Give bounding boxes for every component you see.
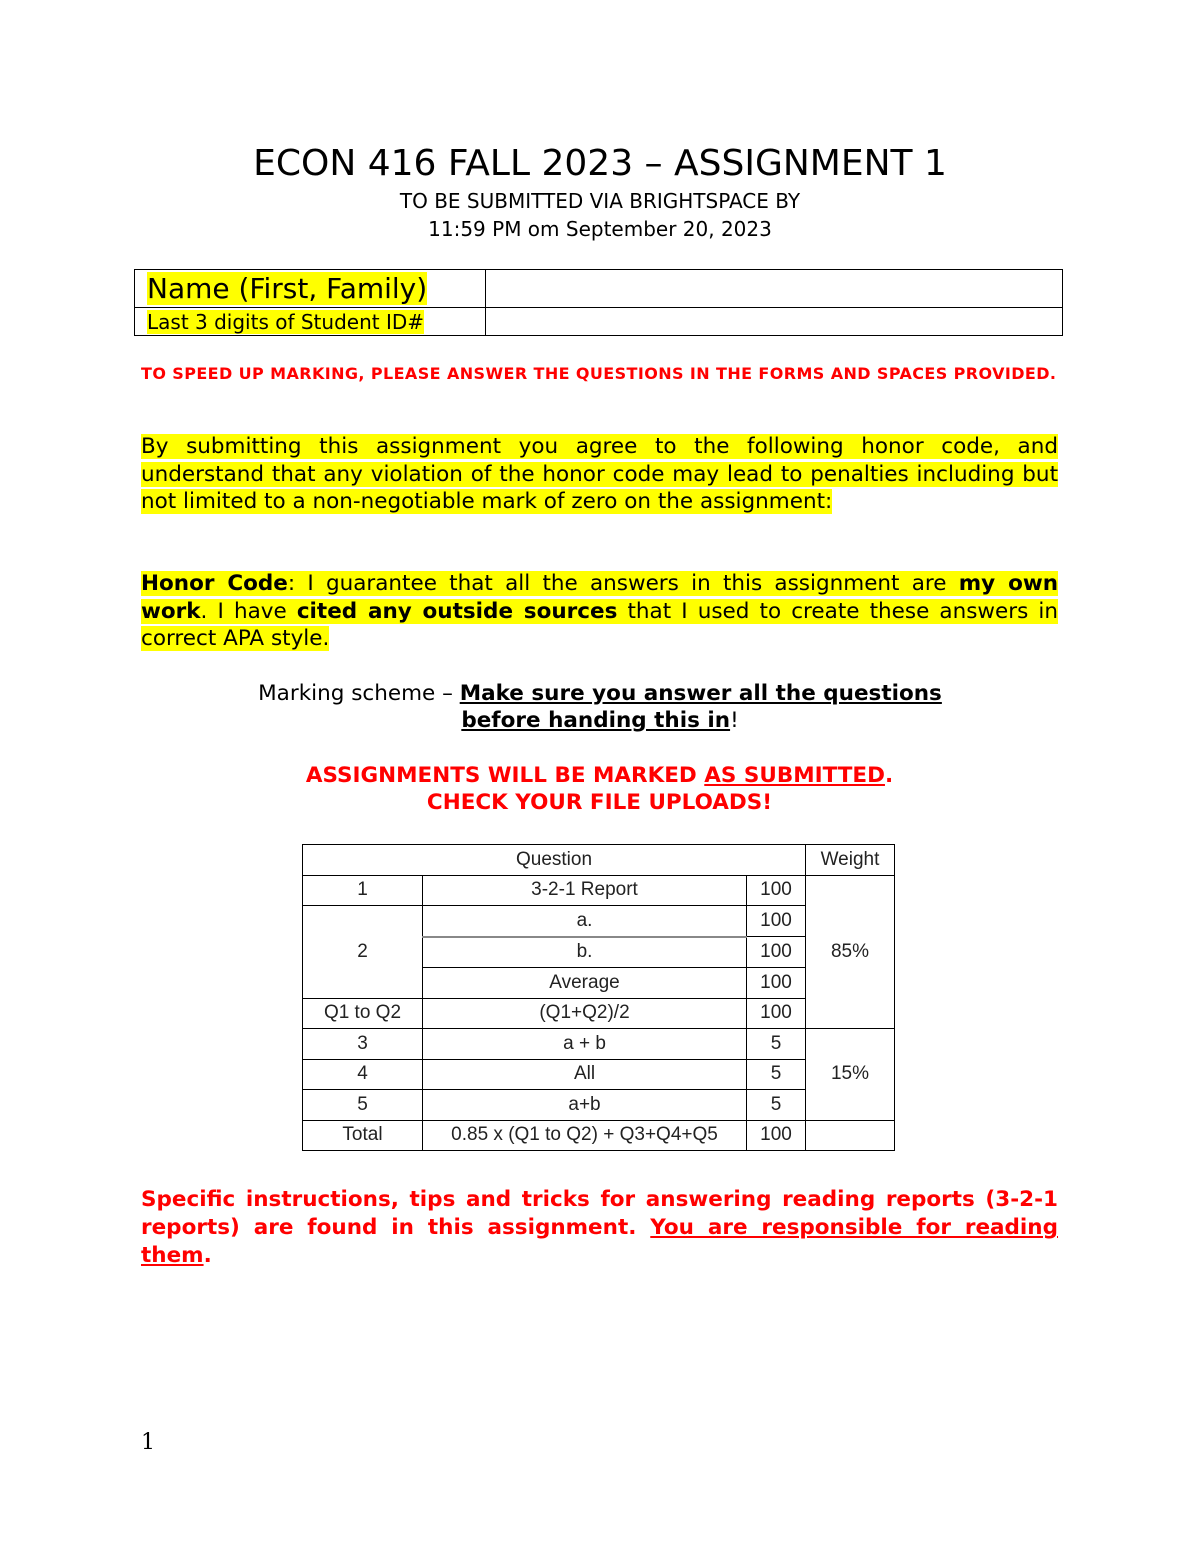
marks-cell: 5 xyxy=(747,1090,806,1121)
weight-cell-empty xyxy=(806,1120,895,1151)
weight-cell: 85% xyxy=(806,875,895,1029)
document-title: ECON 416 FALL 2023 – ASSIGNMENT 1 xyxy=(253,143,947,184)
submission-line: TO BE SUBMITTED VIA BRIGHTSPACE BY xyxy=(399,189,801,213)
marks-cell: 100 xyxy=(747,998,806,1029)
item-cell: Average xyxy=(423,968,747,999)
weight-cell: 15% xyxy=(806,1029,895,1121)
warning-period: . xyxy=(884,763,894,788)
warning-line2: CHECK YOUR FILE UPLOADS! xyxy=(426,790,773,815)
header-weight: Weight xyxy=(806,845,895,876)
header-question: Question xyxy=(303,845,806,876)
id-label-cell xyxy=(135,308,486,336)
student-id-label: Last 3 digits of Student ID# xyxy=(147,309,425,334)
item-cell: (Q1+Q2)/2 xyxy=(423,998,747,1029)
question-cell: 2 xyxy=(303,906,423,999)
warning-as-submitted: AS SUBMITTED xyxy=(704,763,885,788)
deadline-line: 11:59 PM om September 20, 2023 xyxy=(428,217,772,241)
question-cell: 1 xyxy=(303,875,423,906)
honor-code xyxy=(141,570,1058,653)
page-number: 1 xyxy=(141,1430,155,1455)
marking-scheme-prefix: Marking scheme – xyxy=(258,681,460,706)
student-info-table xyxy=(134,269,1063,336)
marking-scheme-emphasis: Make sure you answer all the questions before handing this in xyxy=(459,681,942,733)
table-row xyxy=(303,875,895,906)
honor-code-text-2: . I have xyxy=(200,598,297,624)
name-label: Name (First, Family) xyxy=(147,271,428,305)
name-label-cell xyxy=(135,270,486,308)
question-cell: 3 xyxy=(303,1029,423,1060)
item-cell: a. xyxy=(423,906,747,937)
honor-code-text-1: : I guarantee that all the answers in this assignment are xyxy=(287,571,959,596)
warning-line1: ASSIGNMENTS WILL BE MARKED xyxy=(305,763,705,788)
instructions-period: . xyxy=(203,1243,212,1268)
question-cell: Total xyxy=(303,1120,423,1151)
marking-notice: TO SPEED UP MARKING, PLEASE ANSWER THE QUESTIONS IN THE FORMS AND SPACES PROVIDED. xyxy=(141,364,1057,383)
table-row xyxy=(303,1029,895,1060)
marks-cell: 5 xyxy=(747,1059,806,1090)
item-cell: a+b xyxy=(423,1090,747,1121)
student-id-input-cell[interactable] xyxy=(486,308,1063,336)
item-cell: All xyxy=(423,1059,747,1090)
marks-cell: 5 xyxy=(747,1029,806,1060)
marking-scheme-suffix: ! xyxy=(730,708,739,733)
item-cell: a + b xyxy=(423,1029,747,1060)
marks-cell: 100 xyxy=(747,1120,806,1151)
submission-warning xyxy=(141,762,1058,816)
honor-intro xyxy=(141,433,1058,516)
honor-code-text-3: that I used to create these answers in correct APA style. xyxy=(141,598,1058,651)
table-row xyxy=(303,1120,895,1151)
marks-cell: 100 xyxy=(747,906,806,937)
marks-cell: 100 xyxy=(747,937,806,968)
marking-scheme-table xyxy=(302,844,895,1151)
question-cell: 4 xyxy=(303,1059,423,1090)
name-input-cell[interactable] xyxy=(486,270,1063,308)
question-cell: Q1 to Q2 xyxy=(303,998,423,1029)
instructions-text: Specific instructions, tips and tricks for answering reading reports (3-2-1 reports) are found in this assignment. xyxy=(141,1187,1058,1240)
honor-code-cited: cited any outside sources xyxy=(296,598,618,624)
honor-intro-text: By submitting this assignment you agree to the following honor code, and understand that any violation of the honor code may lead to penalties including but not limited to a non-negotiable mark of zero on the assignment: xyxy=(141,434,1058,514)
honor-code-own-work: my own work xyxy=(141,571,1059,624)
item-cell: 3-2-1 Report xyxy=(423,875,747,906)
instructions-responsibility: You are responsible for reading them xyxy=(141,1215,1058,1268)
honor-code-label: Honor Code xyxy=(141,571,288,596)
question-cell: 5 xyxy=(303,1090,423,1121)
item-cell: b. xyxy=(423,937,747,968)
specific-instructions xyxy=(141,1186,1058,1270)
item-cell: 0.85 x (Q1 to Q2) + Q3+Q4+Q5 xyxy=(423,1120,747,1151)
marks-cell: 100 xyxy=(747,875,806,906)
marking-scheme-heading xyxy=(240,680,960,734)
marks-cell: 100 xyxy=(747,968,806,999)
